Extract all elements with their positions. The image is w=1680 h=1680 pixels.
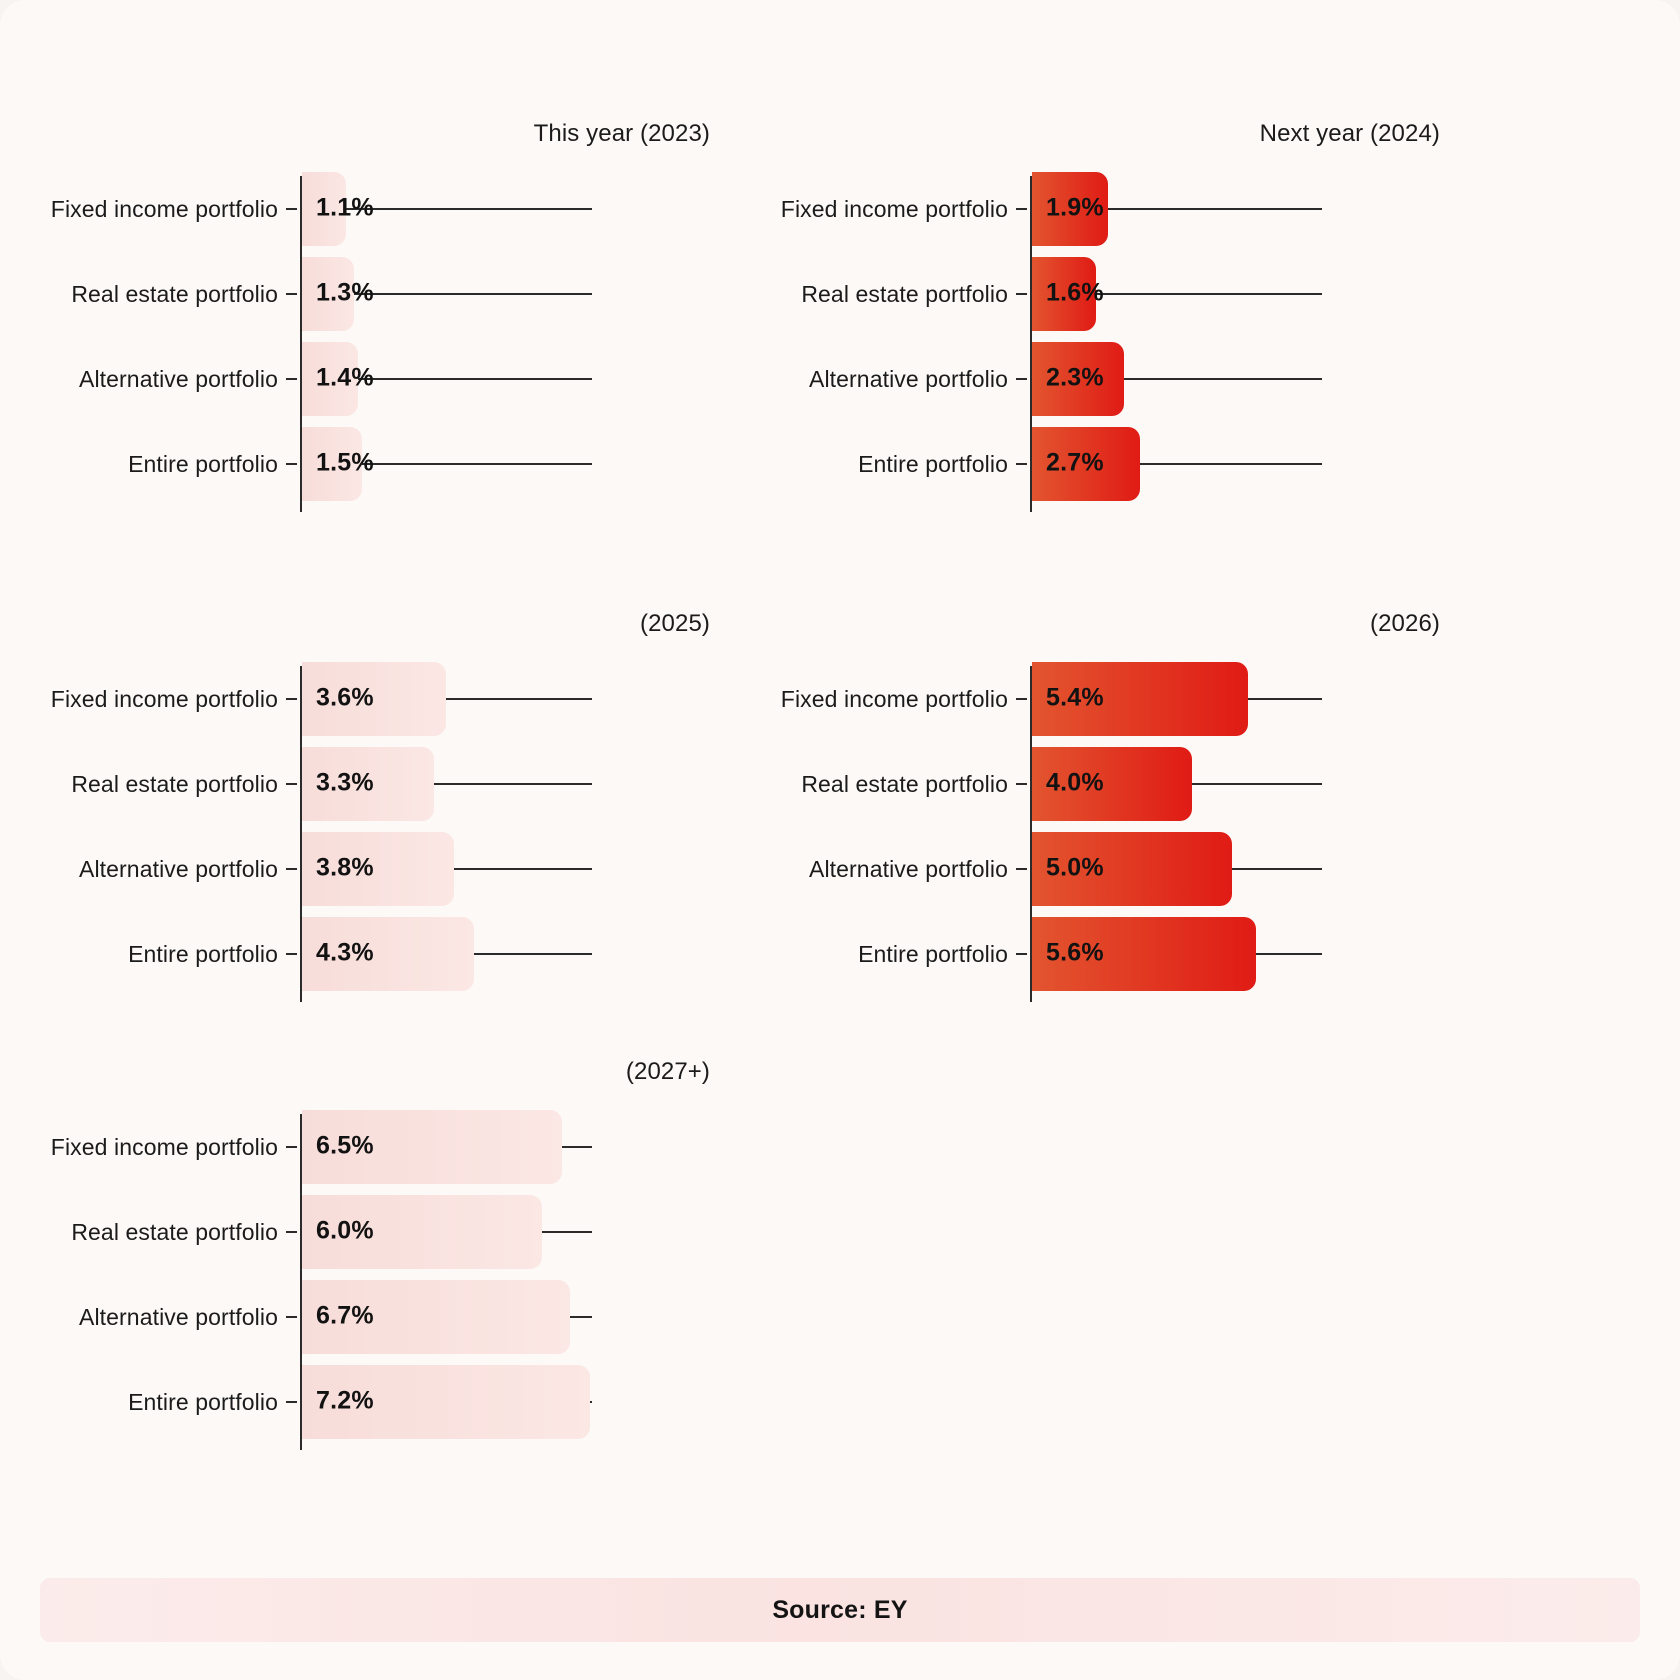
axis-tick [286,1316,297,1318]
bar-value-label: 4.0% [1046,768,1104,797]
bar-value-label: 5.0% [1046,853,1104,882]
category-label: Alternative portfolio [809,365,1008,392]
axis-tick [286,1231,297,1233]
category-label: Fixed income portfolio [50,195,278,222]
category-label: Entire portfolio [858,940,1008,967]
chart-row [10,423,710,505]
category-label: Entire portfolio [858,450,1008,477]
bar-value-label: 1.5% [316,448,374,477]
panel-plot [740,168,1440,518]
bar-value-label: 1.1% [316,193,374,222]
source-label: Source: EY [772,1595,908,1624]
chart-row [10,253,710,335]
panel-plot [10,1106,710,1456]
category-label: Real estate portfolio [801,280,1008,307]
bar-value-label: 6.0% [316,1216,374,1245]
category-label: Real estate portfolio [71,280,278,307]
axis-tick [1016,293,1027,295]
chart-row [10,658,710,740]
bar-value-label: 7.2% [316,1386,374,1415]
axis-tick [1016,953,1027,955]
axis-tick [286,1401,297,1403]
bar-value-label: 1.4% [316,363,374,392]
axis-tick [286,953,297,955]
chart-row [10,1106,710,1188]
chart-panel [10,610,710,1010]
axis-tick [286,208,297,210]
panel-plot [740,658,1440,1008]
chart-row [10,913,710,995]
axis-tick [1016,378,1027,380]
panel-plot [10,658,710,1008]
chart-row [10,828,710,910]
category-label: Fixed income portfolio [50,1133,278,1160]
category-label: Alternative portfolio [79,365,278,392]
chart-row [10,168,710,250]
panel-title: (2027+) [625,1058,710,1085]
chart-row [10,1276,710,1358]
axis-tick [286,868,297,870]
chart-row [10,1361,710,1443]
category-label: Fixed income portfolio [50,685,278,712]
chart-row [740,423,1440,505]
chart-panel [740,610,1440,1010]
category-label: Real estate portfolio [801,770,1008,797]
category-label: Alternative portfolio [809,855,1008,882]
chart-panel [10,120,710,520]
category-label: Fixed income portfolio [780,685,1008,712]
chart-row [10,1191,710,1273]
panel-title: (2026) [1370,610,1440,637]
panel-title: This year (2023) [533,120,710,147]
panel-title: (2025) [640,610,710,637]
bar-value-label: 1.3% [316,278,374,307]
bar-value-label: 4.3% [316,938,374,967]
chart-row [740,168,1440,250]
bar-value-label: 3.6% [316,683,374,712]
chart-row [740,913,1440,995]
category-label: Entire portfolio [128,940,278,967]
axis-tick [1016,463,1027,465]
axis-tick [286,463,297,465]
category-label: Fixed income portfolio [780,195,1008,222]
panel-plot [10,168,710,518]
bar-value-label: 3.3% [316,768,374,797]
chart-panel [740,120,1440,520]
axis-tick [1016,868,1027,870]
axis-tick [286,698,297,700]
axis-tick [286,378,297,380]
axis-tick [1016,208,1027,210]
axis-tick [286,1146,297,1148]
bar-value-label: 2.3% [1046,363,1104,392]
bar-value-label: 2.7% [1046,448,1104,477]
bar-value-label: 1.9% [1046,193,1104,222]
chart-row [740,658,1440,740]
bar-value-label: 6.5% [316,1131,374,1160]
axis-tick [1016,698,1027,700]
bar-value-label: 1.6% [1046,278,1104,307]
chart-row [740,743,1440,825]
axis-tick [286,293,297,295]
category-label: Alternative portfolio [79,855,278,882]
category-label: Entire portfolio [128,450,278,477]
bar-value-label: 3.8% [316,853,374,882]
axis-tick [286,783,297,785]
category-label: Entire portfolio [128,1388,278,1415]
category-label: Real estate portfolio [71,1218,278,1245]
category-label: Real estate portfolio [71,770,278,797]
panel-title: Next year (2024) [1259,120,1440,147]
chart-row [740,828,1440,910]
category-label: Alternative portfolio [79,1303,278,1330]
chart-row [10,338,710,420]
bar-value-label: 5.4% [1046,683,1104,712]
source-banner [40,1578,1640,1642]
chart-row [10,743,710,825]
bar-value-label: 5.6% [1046,938,1104,967]
bar-value-label: 6.7% [316,1301,374,1330]
chart-row [740,338,1440,420]
axis-tick [1016,783,1027,785]
chart-panel [10,1058,710,1458]
chart-row [740,253,1440,335]
